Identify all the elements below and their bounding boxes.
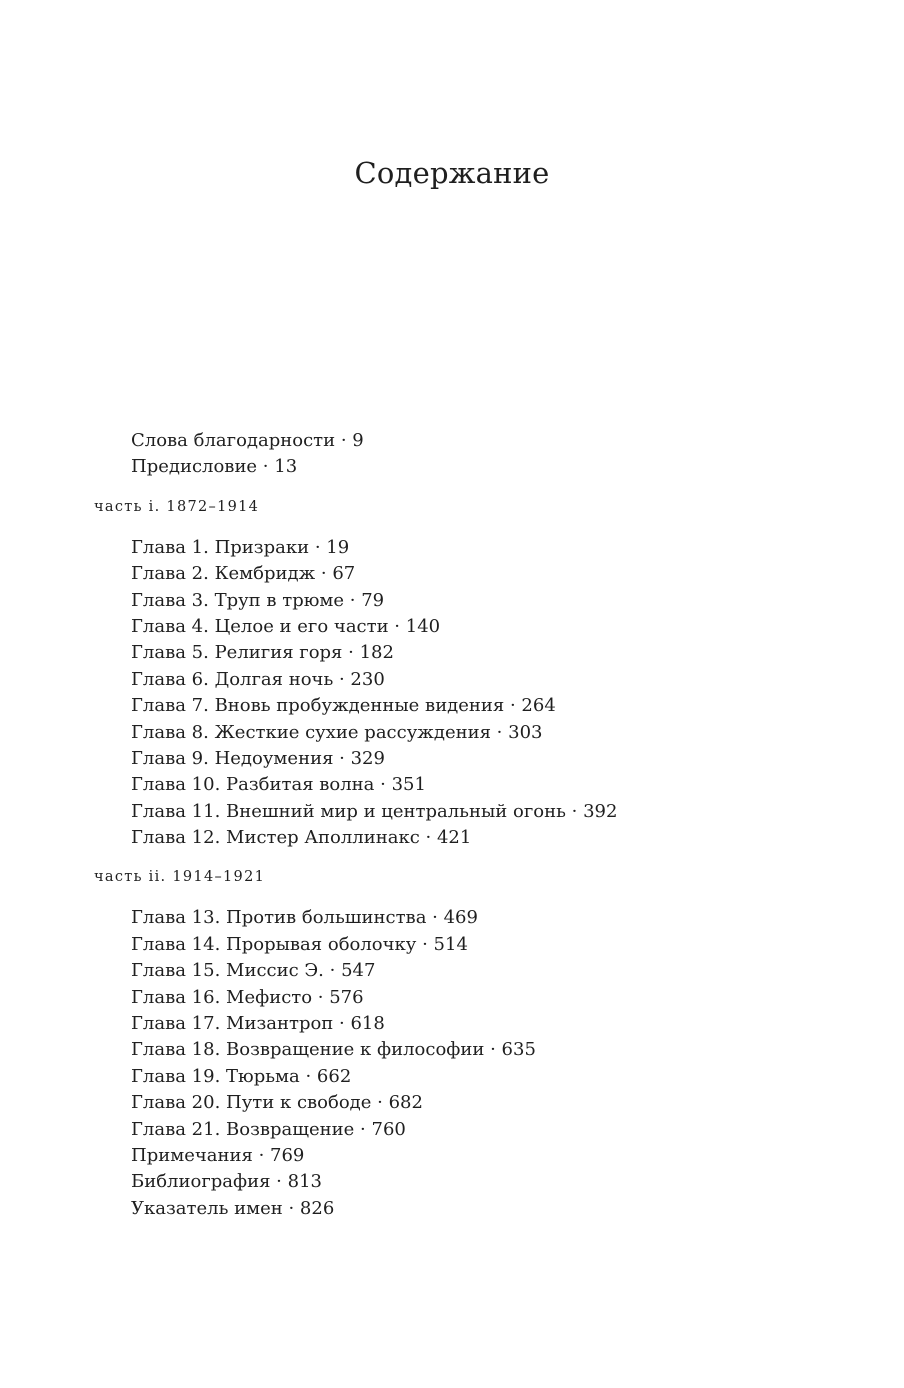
- toc-entry-acknowledgements[interactable]: Слова благодарности · 9: [131, 430, 364, 451]
- toc-entry-chapter-9[interactable]: Глава 9. Недоумения · 329: [131, 747, 385, 769]
- toc-entry-chapter-13[interactable]: Глава 13. Против большинства · 469: [131, 907, 478, 929]
- toc-entry-chapter-17[interactable]: Глава 17. Мизантроп · 618: [131, 1013, 385, 1035]
- toc-entry-chapter-15[interactable]: Глава 15. Миссис Э. · 547: [131, 960, 376, 982]
- page-title: Содержание: [354, 156, 550, 190]
- toc-entry-chapter-21[interactable]: Глава 21. Возвращение · 760: [131, 1118, 406, 1140]
- toc-entry-notes[interactable]: Примечания · 769: [131, 1144, 305, 1166]
- toc-entry-chapter-1[interactable]: Глава 1. Призраки · 19: [131, 536, 350, 558]
- toc-entry-chapter-14[interactable]: Глава 14. Прорывая оболочку · 514: [131, 933, 468, 955]
- toc-entry-chapter-18[interactable]: Глава 18. Возвращение к философии · 635: [131, 1039, 536, 1061]
- toc-entry-chapter-3[interactable]: Глава 3. Труп в трюме · 79: [131, 589, 385, 611]
- part-heading-2: часть ii. 1914–1921: [94, 869, 266, 886]
- toc-entry-chapter-11[interactable]: Глава 11. Внешний мир и центральный огонь · 392: [131, 800, 618, 822]
- toc-entry-chapter-19[interactable]: Глава 19. Тюрьма · 662: [131, 1065, 352, 1087]
- toc-entry-chapter-20[interactable]: Глава 20. Пути к свободе · 682: [131, 1092, 423, 1114]
- toc-entry-chapter-16[interactable]: Глава 16. Мефисто · 576: [131, 986, 364, 1008]
- toc-entry-chapter-6[interactable]: Глава 6. Долгая ночь · 230: [131, 668, 385, 690]
- part-heading-1: часть i. 1872–1914: [94, 498, 260, 515]
- toc-entry-chapter-8[interactable]: Глава 8. Жесткие сухие рассуждения · 303: [131, 721, 543, 743]
- toc-entry-chapter-2[interactable]: Глава 2. Кембридж · 67: [131, 563, 356, 585]
- toc-entry-chapter-10[interactable]: Глава 10. Разбитая волна · 351: [131, 774, 426, 796]
- table-of-contents: [0, 428, 904, 1222]
- toc-entry-bibliography[interactable]: Библиография · 813: [131, 1171, 322, 1193]
- toc-entry-preface[interactable]: Предисловие · 13: [131, 456, 298, 478]
- toc-entry-chapter-7[interactable]: Глава 7. Вновь пробужденные видения · 264: [131, 695, 556, 717]
- toc-entry-name-index[interactable]: Указатель имен · 826: [131, 1197, 335, 1219]
- toc-entry-chapter-12[interactable]: Глава 12. Мистер Аполлинакс · 421: [131, 827, 472, 849]
- toc-entry-chapter-4[interactable]: Глава 4. Целое и его части · 140: [131, 615, 441, 637]
- toc-entry-chapter-5[interactable]: Глава 5. Религия горя · 182: [131, 642, 394, 664]
